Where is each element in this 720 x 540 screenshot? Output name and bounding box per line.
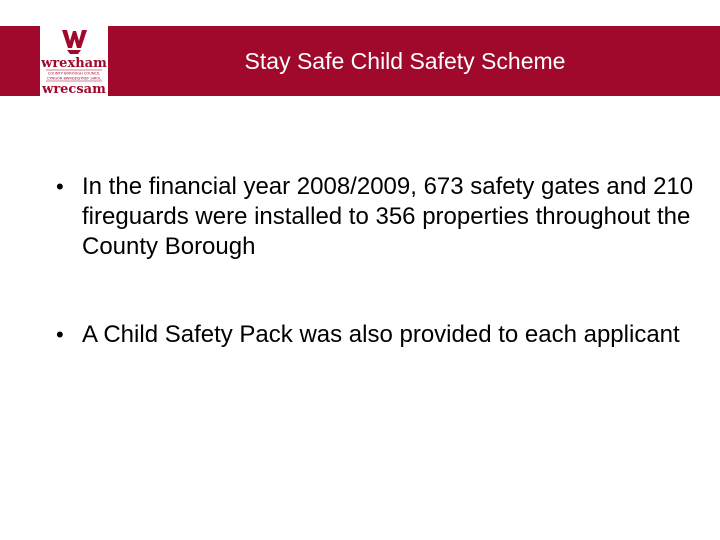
council-logo: [40, 26, 108, 96]
logo-name-cy: wrecsam: [42, 82, 106, 96]
bullet-text: A Child Safety Pack was also provided to each applicant: [82, 321, 680, 348]
logo-name-en: wrexham: [41, 56, 107, 71]
bullet-text: In the financial year 2008/2009, 673 safety gates and 210 fireguards were installed to 356 properties throughout the County Borough: [82, 173, 694, 260]
wrexham-logo-icon: [40, 26, 108, 96]
bullet-item-installations: [56, 172, 696, 262]
slide-title: Stay Safe Child Safety Scheme: [244, 48, 566, 74]
logo-subtitle-en: COUNTY BOROUGH COUNCIL: [47, 71, 101, 76]
logo-subtitle-cy: CYNGOR BWRDEISTREF SIROL: [46, 76, 102, 81]
bullet-marker: •: [56, 322, 64, 347]
bullet-marker: •: [56, 174, 64, 199]
bullet-item-safety-pack: [56, 320, 696, 350]
bullet-list: [56, 172, 696, 408]
